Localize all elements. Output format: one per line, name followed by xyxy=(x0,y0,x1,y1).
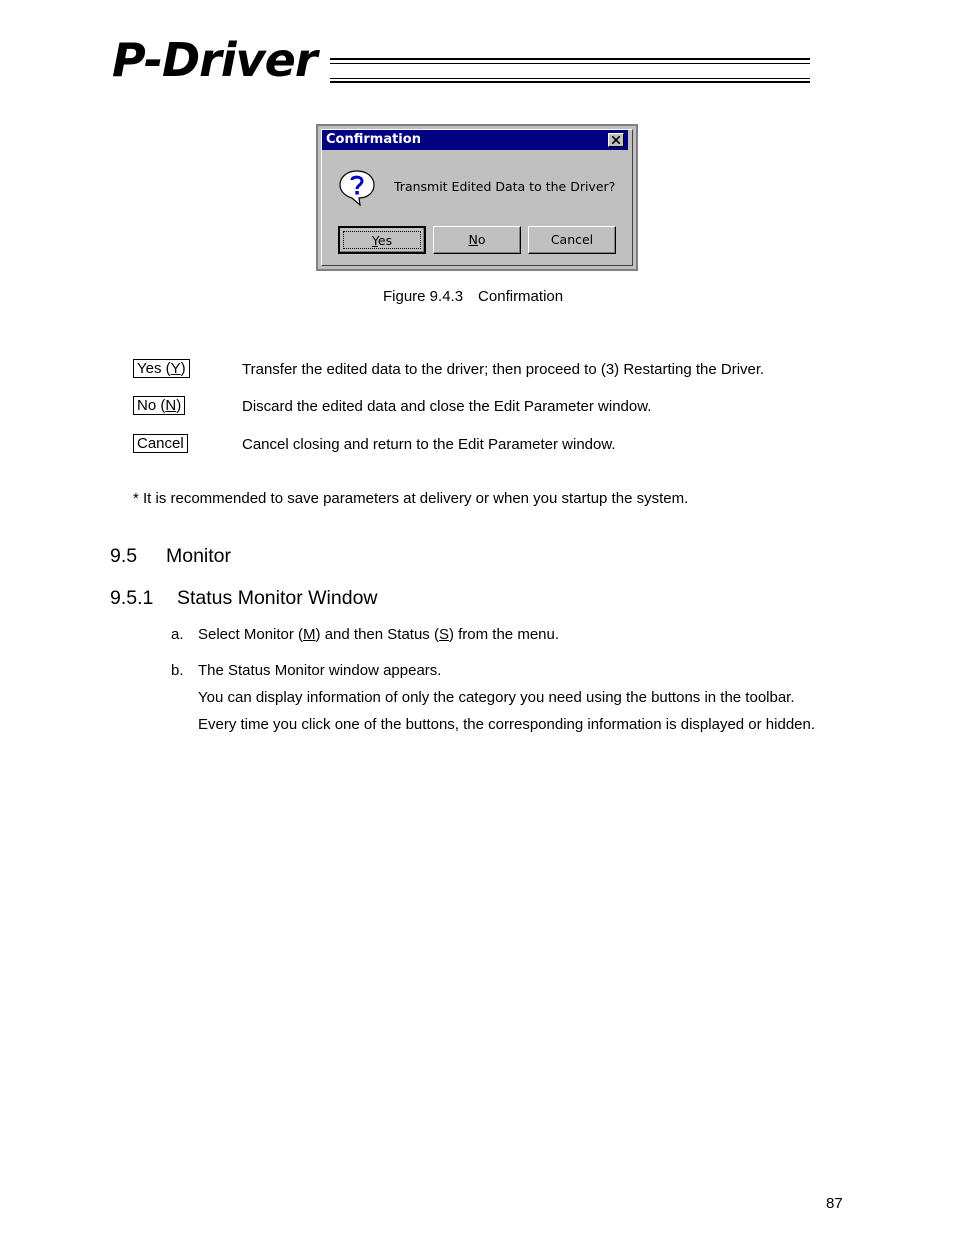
step-a-marker: a. xyxy=(171,626,184,643)
yes-accel: Y xyxy=(371,233,378,248)
dialog-message: Transmit Edited Data to the Driver? xyxy=(394,179,616,194)
option-key-yes: Yes (Y) xyxy=(133,360,190,378)
subsection-number: 9.5.1 xyxy=(110,587,154,609)
page-number: 87 xyxy=(826,1195,843,1212)
cancel-label: Cancel xyxy=(550,232,594,247)
focus-rect xyxy=(343,231,421,249)
confirmation-dialog xyxy=(316,124,638,271)
close-icon xyxy=(612,136,620,144)
section-number: 9.5 xyxy=(110,545,138,567)
note: * It is recommended to save parameters at delivery or when you startup the system. xyxy=(133,490,689,507)
question-icon xyxy=(338,168,376,206)
option-key-cancel: Cancel xyxy=(133,435,188,453)
step-a-text: Select Monitor (M) and then Status (S) from the menu. xyxy=(198,626,560,643)
cancel-button[interactable] xyxy=(528,226,616,254)
dialog-titlebar xyxy=(322,130,628,150)
option-desc-cancel: Cancel closing and return to the Edit Parameter window. xyxy=(242,436,616,453)
yes-label: es xyxy=(377,233,393,248)
close-button[interactable] xyxy=(608,133,624,147)
step-b-line-1: The Status Monitor window appears. xyxy=(198,662,442,679)
section-title: Monitor xyxy=(166,545,232,567)
header-rule xyxy=(330,58,810,84)
subsection-title: Status Monitor Window xyxy=(177,587,378,609)
yes-button[interactable] xyxy=(338,226,426,254)
no-label: o xyxy=(477,232,486,247)
figure-caption: Figure 9.4.3 Confirmation xyxy=(383,288,564,305)
no-button[interactable] xyxy=(433,226,521,254)
p-driver-logo xyxy=(112,33,342,88)
dialog-title: Confirmation xyxy=(326,132,421,147)
option-key-no: No (N) xyxy=(133,397,185,415)
logo-text: P-Driver xyxy=(112,33,317,87)
step-b-marker: b. xyxy=(171,662,184,679)
step-b-line-3: Every time you click one of the buttons, the corresponding information is displayed or hidden. xyxy=(198,716,816,733)
option-desc-no: Discard the edited data and close the Edit Parameter window. xyxy=(242,398,652,415)
no-accel: N xyxy=(468,232,478,247)
option-desc-yes: Transfer the edited data to the driver; then proceed to (3) Restarting the Driver. xyxy=(242,361,765,378)
step-b-line-2: You can display information of only the category you need using the buttons in the toolbar. xyxy=(198,689,795,706)
